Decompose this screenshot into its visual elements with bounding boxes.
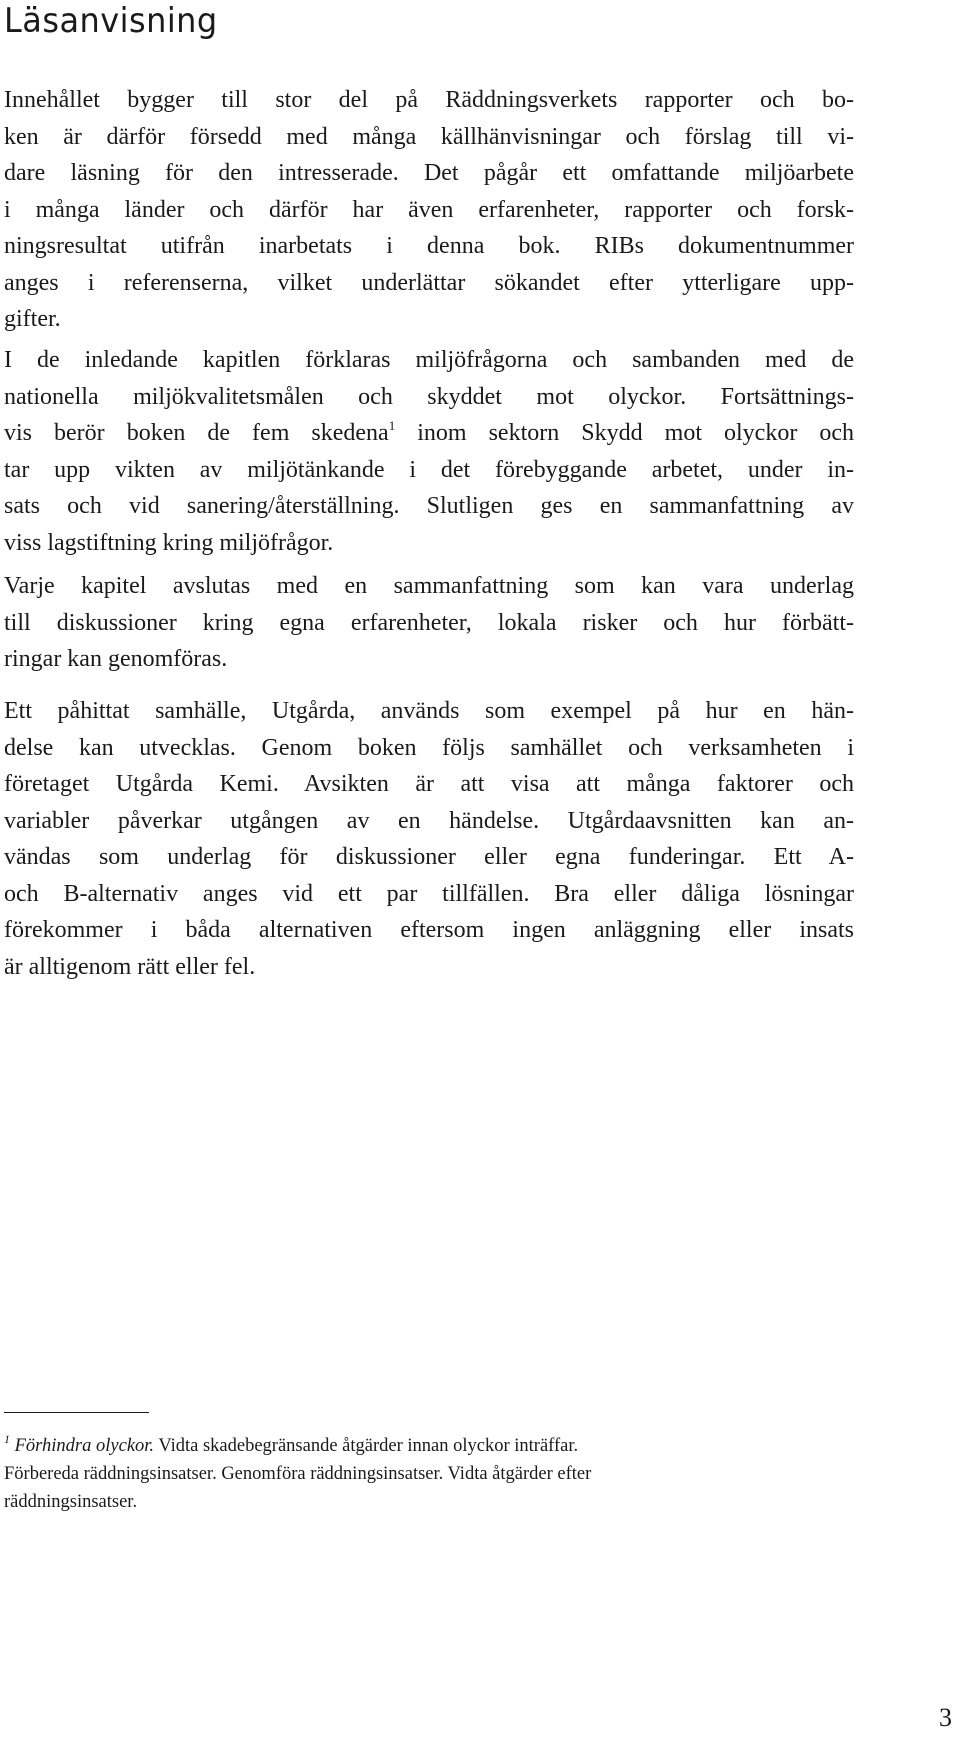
footnote-line: räddningsinsatser. — [4, 1492, 138, 1512]
text-line: i många länder och därför har även erfarenheter, rapporter och forsk- — [4, 196, 854, 223]
text-line: är alltigenom rätt eller fel. — [4, 953, 256, 980]
paragraph-3 — [4, 568, 854, 678]
footnote-line: Förbereda räddningsinsatser. Genomföra räddningsinsatser. Vidta åtgärder efter — [4, 1464, 592, 1484]
page-number: 3 — [939, 1703, 952, 1732]
text-line: vändas som underlag för diskussioner eller egna funderingar. Ett A- — [4, 844, 854, 870]
text-line: anges i referenserna, vilket underlättar sökandet efter ytterligare upp- — [4, 269, 854, 296]
text-line: företaget Utgårda Kemi. Avsikten är att visa att många faktorer och — [4, 771, 854, 797]
footnote-reference: 1 — [388, 418, 396, 433]
text-line: nationella miljökvalitetsmålen och skyddet mot olyckor. Fortsättnings- — [4, 383, 854, 410]
footnote-line — [4, 1432, 804, 1460]
page-title: Läsanvisning — [4, 1, 218, 41]
text-line: förekommer i båda alternativen eftersom ingen anläggning eller insats — [4, 917, 854, 943]
text-segment: inom sektorn Skydd mot olyckor och — [395, 420, 855, 446]
footnote-marker: 1 — [4, 1432, 10, 1446]
text-line: I de inledande kapitlen förklaras miljöfrågorna och sambanden med de — [4, 347, 854, 373]
paragraph-4 — [4, 693, 854, 985]
paragraph-1 — [4, 82, 854, 338]
footnote-term: Förhindra olyckor. — [14, 1436, 155, 1456]
text-line: sats och vid sanering/återställning. Slutligen ges en sammanfattning av — [4, 493, 854, 519]
text-line: ken är därför försedd med många källhänvisningar och förslag till vi- — [4, 123, 854, 150]
text-line: gifter. — [4, 306, 61, 332]
text-line-with-footnote-ref — [4, 415, 854, 452]
text-segment: vis berör boken de fem skedena — [4, 420, 389, 446]
text-line: och B-alternativ anges vid ett par tillfällen. Bra eller dåliga lösningar — [4, 880, 854, 907]
text-line: Ett påhittat samhälle, Utgårda, används som exempel på hur en hän- — [4, 698, 854, 724]
text-line: till diskussioner kring egna erfarenheter, lokala risker och hur förbätt- — [4, 609, 854, 636]
text-line: variabler påverkar utgången av en händelse. Utgårdaavsnitten kan an- — [4, 807, 854, 834]
text-line: ningsresultat utifrån inarbetats i denna bok. RIBs dokumentnummer — [4, 233, 854, 259]
text-line: Varje kapitel avslutas med en sammanfattning som kan vara underlag — [4, 573, 854, 599]
footnote-text: Vidta skadebegränsande åtgärder innan olyckor inträffar. — [154, 1436, 579, 1456]
text-line: dare läsning för den intresserade. Det pågår ett omfattande miljöarbete — [4, 160, 854, 186]
footnote — [4, 1432, 804, 1516]
text-line: delse kan utvecklas. Genom boken följs samhället och verksamheten i — [4, 734, 854, 761]
text-line: ringar kan genomföras. — [4, 646, 228, 672]
text-line: Innehållet bygger till stor del på Räddningsverkets rapporter och bo- — [4, 87, 854, 113]
text-line: tar upp vikten av miljötänkande i det förebyggande arbetet, under in- — [4, 456, 854, 483]
footnote-divider — [4, 1412, 149, 1413]
text-line: viss lagstiftning kring miljöfrågor. — [4, 529, 334, 556]
paragraph-2 — [4, 342, 854, 561]
